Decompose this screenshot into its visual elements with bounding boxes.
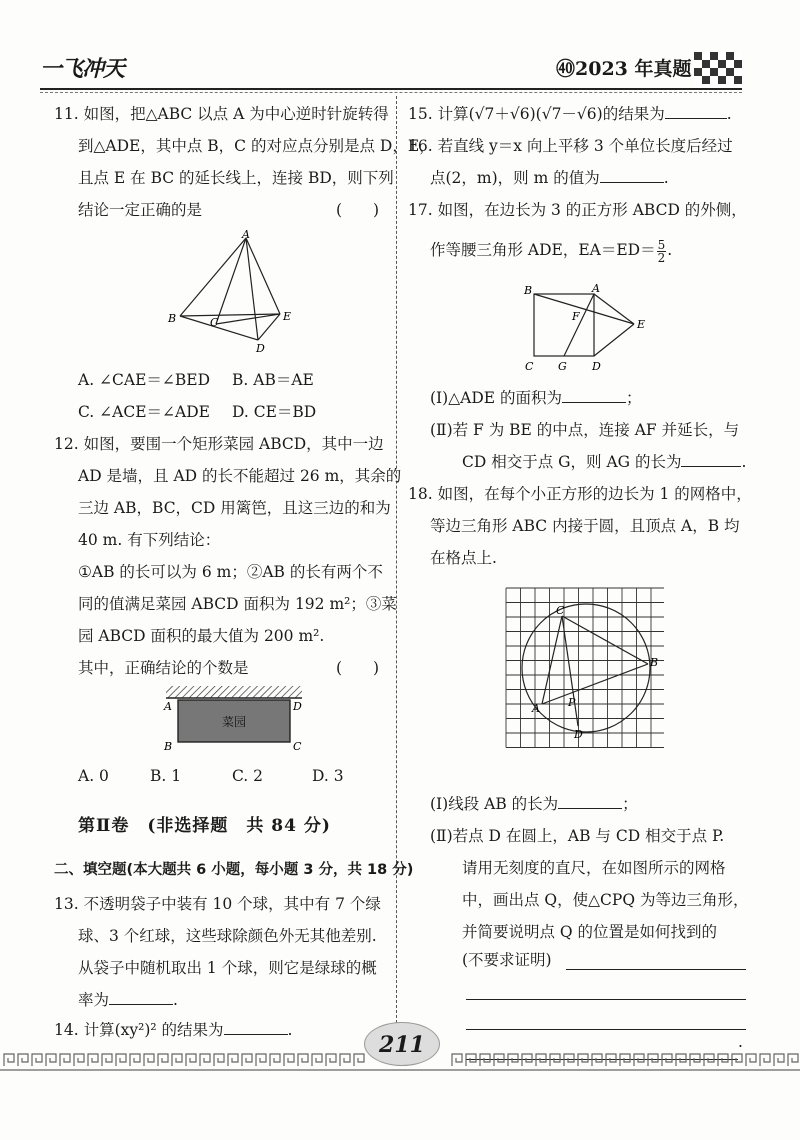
meander-segment — [760, 1054, 770, 1066]
q18-line: 18. 如图，在每个小正方形的边长为 1 的网格中， — [408, 485, 752, 503]
exam-title: ㊵2023 年真题 — [556, 58, 692, 80]
q16-tail — [430, 166, 669, 190]
meander-segment — [326, 1054, 336, 1066]
q12-line: 同的值满足菜园 ABCD 面积为 192 m²；③菜 — [78, 595, 397, 613]
q17-frac-num: 5 — [657, 237, 666, 252]
meander-segment — [18, 1054, 28, 1066]
q13-tail-pre: 率为 — [78, 991, 110, 1009]
q12-label: B — [164, 740, 173, 753]
q12-line: 三边 AB，BC，CD 用篱笆，且这三边的和为 — [78, 499, 391, 517]
q18-part1 — [430, 792, 638, 816]
q17-line2 — [430, 238, 672, 264]
meander-segment — [116, 1054, 126, 1066]
meander-segment — [620, 1054, 630, 1066]
header-rule — [40, 88, 742, 90]
q14-text: 14. 计算(xy²)² 的结果为 — [54, 1021, 224, 1039]
q11-line: 结论一定正确的是 — [78, 201, 203, 219]
q16-answer-blank[interactable] — [600, 167, 664, 183]
q11-line: 11. 如图，把△ABC 以点 A 为中心逆时针旋转得 — [54, 105, 389, 123]
meander-segment — [74, 1054, 84, 1066]
q17-part2-line2 — [462, 450, 746, 474]
meander-segment — [522, 1054, 532, 1066]
q12-option-b[interactable]: B. 1 — [150, 767, 182, 785]
column-divider — [396, 96, 397, 1038]
meander-segment — [242, 1054, 252, 1066]
q17-label: D — [592, 360, 601, 373]
meander-segment — [284, 1054, 294, 1066]
q12-label: D — [293, 700, 302, 713]
q17-label: E — [637, 318, 646, 331]
meander-segment — [746, 1054, 756, 1066]
q13-line: 13. 不透明袋子中装有 10 个球，其中有 7 个绿 — [54, 895, 381, 913]
q11-option-b[interactable]: B. AB＝AE — [232, 371, 314, 389]
q11-label: E — [283, 310, 292, 323]
meander-segment — [270, 1054, 280, 1066]
q12-line: ①AB 的长可以为 6 m；②AB 的长有两个不 — [78, 563, 383, 581]
q11-label: B — [168, 312, 177, 325]
q17-part1-post: ； — [626, 389, 642, 407]
q12-line: AD 是墙，且 AD 的长不能超过 26 m，其余的 — [78, 467, 402, 485]
q18-label: D — [574, 728, 583, 741]
meander-segment — [508, 1054, 518, 1066]
meander-segment — [340, 1054, 350, 1066]
question-15 — [408, 102, 732, 126]
q17-label: C — [525, 360, 534, 373]
meander-segment — [466, 1054, 476, 1066]
q18-answer-end: . — [738, 1033, 743, 1051]
q18-label: C — [556, 604, 565, 617]
meander-segment — [578, 1054, 588, 1066]
q18-line: 在格点上. — [430, 549, 497, 567]
q12-line: 40 m. 有下列结论： — [78, 531, 221, 549]
meander-segment — [494, 1054, 504, 1066]
q17-part2-line1: (Ⅱ)若 F 为 BE 的中点，连接 AF 并延长，与 — [430, 421, 740, 439]
q17-part1-blank[interactable] — [562, 387, 626, 403]
page-number: 211 — [364, 1022, 440, 1066]
meander-segment — [214, 1054, 224, 1066]
meander-segment — [200, 1054, 210, 1066]
meander-segment — [606, 1054, 616, 1066]
q12-option-c[interactable]: C. 2 — [232, 767, 264, 785]
q18-part2-line: 请用无刻度的直尺，在如图所示的网格 — [462, 859, 726, 877]
q11-option-c[interactable]: C. ∠ACE＝∠ADE — [78, 403, 210, 421]
q11-line: 到△ADE，其中点 B，C 的对应点分别是点 D，E， — [78, 137, 435, 155]
q18-answer-line[interactable] — [566, 954, 746, 970]
q12-option-d[interactable]: D. 3 — [312, 767, 344, 785]
brand-logo: 一飞冲天 — [40, 57, 125, 82]
q18-part2-line: 并简要说明点 Q 的位置是如何找到的 — [462, 923, 718, 941]
meander-segment — [256, 1054, 266, 1066]
q11-label: C — [210, 316, 219, 329]
q12-line: 园 ABCD 面积的最大值为 200 m². — [78, 627, 325, 645]
q17-line1: 17. 如图，在边长为 3 的正方形 ABCD 的外侧， — [408, 201, 747, 219]
q18-part1-blank[interactable] — [558, 793, 622, 809]
q18-part1-text: (Ⅰ)线段 AB 的长为 — [430, 795, 559, 813]
q12-figure — [160, 684, 310, 754]
q18-label: B — [650, 656, 659, 669]
q15-answer-blank[interactable] — [665, 103, 727, 119]
meander-segment — [312, 1054, 322, 1066]
q11-line: 且点 E 在 BC 的延长线上，连接 BD，则下列 — [78, 169, 394, 187]
q17-line2-post: . — [667, 241, 673, 259]
meander-segment — [704, 1054, 714, 1066]
q18-answer-line[interactable] — [466, 984, 746, 1000]
meander-segment — [788, 1054, 798, 1066]
q11-figure — [160, 228, 300, 360]
q18-answer-line[interactable] — [466, 1014, 746, 1030]
q15-text: 15. 计算(√7＋√6)(√7－√6)的结果为 — [408, 105, 665, 123]
q12-label: A — [164, 700, 172, 713]
q11-option-a[interactable]: A. ∠CAE＝∠BED — [78, 371, 211, 389]
q18-part2-tail: (不要求证明) — [462, 951, 552, 969]
q17-part2-text: CD 相交于点 G，则 AG 的长为 — [462, 453, 682, 471]
q18-part2-line: 中，画出点 Q，使△CPQ 为等边三角形， — [462, 891, 749, 909]
q13-tail — [78, 988, 178, 1012]
q17-label: F — [572, 310, 580, 323]
meander-segment — [60, 1054, 70, 1066]
q11-label: A — [242, 228, 250, 241]
header-rule-dashed — [40, 92, 742, 93]
meander-segment — [690, 1054, 700, 1066]
q17-part1 — [430, 386, 642, 410]
meander-segment — [732, 1054, 742, 1066]
meander-segment — [4, 1054, 14, 1066]
meander-segment — [718, 1054, 728, 1066]
meander-segment — [88, 1054, 98, 1066]
q11-answer-paren[interactable]: ( ) — [336, 201, 380, 219]
q17-frac-den: 2 — [657, 250, 666, 265]
q17-part2-post: . — [741, 453, 747, 471]
meander-segment — [186, 1054, 196, 1066]
q16-line: 16. 若直线 y＝x 向上平移 3 个单位长度后经过 — [408, 137, 733, 155]
q18-line: 等边三角形 ABC 内接于圆，且顶点 A，B 均 — [430, 517, 740, 535]
section2-title: 二、填空题(本大题共 6 小题，每小题 3 分，共 18 分) — [54, 862, 414, 878]
garden-label: 菜园 — [222, 715, 247, 729]
q17-part1-text: (Ⅰ)△ADE 的面积为 — [430, 389, 563, 407]
q14-answer-blank[interactable] — [224, 1019, 288, 1035]
meander-segment — [634, 1054, 644, 1066]
q13-line: 球、3 个红球，这些球除颜色外无其他差别. — [78, 927, 377, 945]
q17-line2-text: 作等腰三角形 ADE，EA＝ED＝ — [430, 241, 656, 259]
meander-segment — [452, 1054, 462, 1066]
checker-decoration — [694, 52, 742, 88]
q16-tail-pre: 点(2，m)，则 m 的值为 — [430, 169, 600, 187]
meander-segment — [662, 1054, 672, 1066]
meander-segment — [354, 1054, 364, 1066]
q12-answer-paren[interactable]: ( ) — [336, 659, 380, 677]
q11-option-d[interactable]: D. CE＝BD — [232, 403, 317, 421]
meander-segment — [592, 1054, 602, 1066]
q17-label: B — [524, 284, 533, 297]
q12-line: 12. 如图，要围一个矩形菜园 ABCD，其中一边 — [54, 435, 384, 453]
part2-title: 第Ⅱ卷 (非选择题 共 84 分) — [78, 816, 331, 836]
meander-segment — [172, 1054, 182, 1066]
q18-label: P — [568, 696, 576, 709]
q16-tail-post: . — [663, 169, 669, 187]
q12-line: 其中，正确结论的个数是 — [78, 659, 249, 677]
question-14 — [54, 1018, 292, 1042]
meander-segment — [32, 1054, 42, 1066]
q17-figure — [516, 280, 656, 376]
q13-tail-post: . — [173, 991, 178, 1009]
q18-part1-post: ； — [622, 795, 638, 813]
meander-segment — [536, 1054, 546, 1066]
meander-segment — [144, 1054, 154, 1066]
meander-segment — [46, 1054, 56, 1066]
q15-post: . — [726, 105, 732, 123]
q12-option-a[interactable]: A. 0 — [78, 767, 109, 785]
meander-segment — [774, 1054, 784, 1066]
meander-segment — [228, 1054, 238, 1066]
q17-label: A — [592, 282, 600, 295]
meander-segment — [550, 1054, 560, 1066]
q17-label: G — [558, 360, 567, 373]
q17-fraction — [657, 239, 667, 264]
q18-label: A — [532, 702, 540, 715]
q12-label: C — [293, 740, 302, 753]
q11-label: D — [256, 342, 265, 355]
meander-segment — [676, 1054, 686, 1066]
meander-segment — [158, 1054, 168, 1066]
meander-segment — [480, 1054, 490, 1066]
q17-part2-blank[interactable] — [681, 451, 741, 467]
q13-answer-blank[interactable] — [109, 989, 173, 1005]
meander-segment — [564, 1054, 574, 1066]
meander-segment — [298, 1054, 308, 1066]
q18-part2-line: (Ⅱ)若点 D 在圆上，AB 与 CD 相交于点 P. — [430, 827, 725, 845]
q18-grid-figure — [500, 582, 664, 748]
meander-segment — [648, 1054, 658, 1066]
meander-segment — [102, 1054, 112, 1066]
meander-segment — [130, 1054, 140, 1066]
q14-post: . — [287, 1021, 293, 1039]
q13-line: 从袋子中随机取出 1 个球，则它是绿球的概 — [78, 959, 377, 977]
